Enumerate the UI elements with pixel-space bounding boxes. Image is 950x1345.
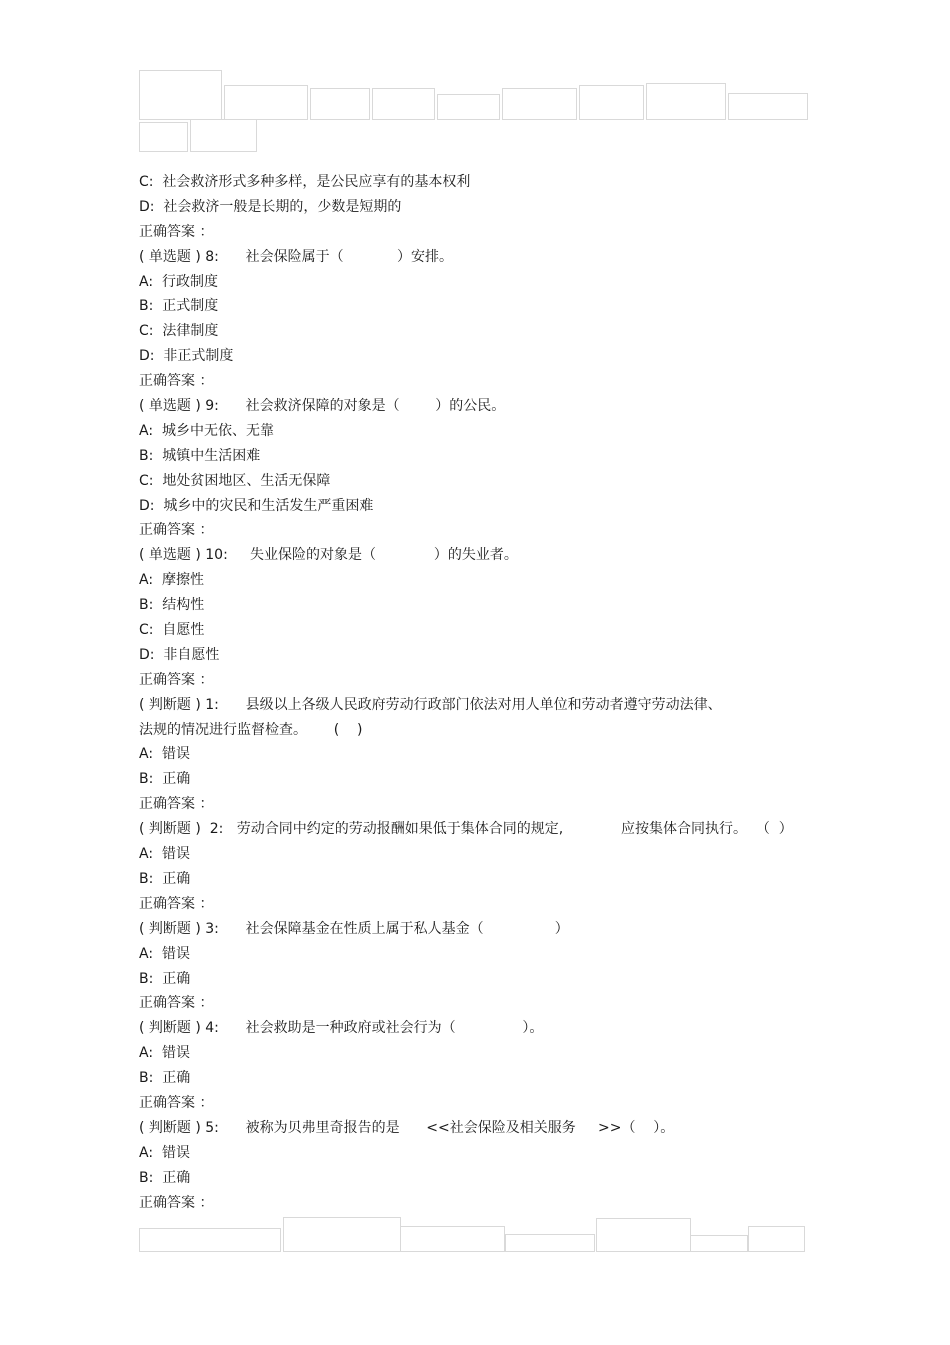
- option-line: B: 正式制度: [139, 298, 219, 315]
- option-line: A: 摩擦性: [139, 572, 204, 589]
- text-line: D: 社会救济一般是长期的，少数是短期的: [139, 198, 402, 215]
- option-line: A: 错误: [139, 746, 190, 763]
- answer-label: 正确答案 ：: [139, 995, 214, 1012]
- header-fragment-box: [310, 88, 370, 120]
- option-line: D: 非自愿性: [139, 646, 220, 663]
- header-fragment-box: [646, 83, 726, 120]
- option-line: D: 城乡中的灾民和生活发生严重困难: [139, 497, 374, 514]
- answer-label: 正确答案 ：: [139, 1094, 214, 1111]
- header-fragment-box: [502, 88, 577, 120]
- footer-fragment-box: [505, 1234, 595, 1252]
- answer-label: 正确答案 ：: [139, 522, 214, 539]
- answer-label: 正确答案 ：: [139, 373, 214, 390]
- question-list: [139, 170, 819, 1215]
- answer-label: 正确答案 ：: [139, 671, 214, 688]
- answer-label: 正确答案 ：: [139, 1194, 214, 1211]
- option-line: A: 城乡中无依、无靠: [139, 422, 274, 439]
- footer-fragment-box: [283, 1217, 401, 1252]
- question-stem: ( 单选题 ) 8: 社会保险属于（ ）安排。: [139, 248, 454, 265]
- question-stem: ( 判断题 ) 4: 社会救助是一种政府或社会行为（ ）。: [139, 1020, 544, 1037]
- header-fragment-box: [139, 122, 188, 152]
- header-fragment-box: [224, 85, 308, 120]
- option-line: C: 法律制度: [139, 323, 219, 340]
- question-stem: ( 判断题 ) 2: 劳动合同中约定的劳动报酬如果低于集体合同的规定, 应按集体合同执行。 （ ）: [139, 821, 793, 838]
- option-line: B: 正确: [139, 771, 191, 788]
- option-line: B: 结构性: [139, 597, 205, 614]
- header-fragment-box: [728, 93, 808, 120]
- option-line: B: 正确: [139, 1070, 191, 1087]
- header-fragment-box: [190, 119, 257, 152]
- header-fragment-box: [437, 94, 500, 120]
- option-line: B: 正确: [139, 970, 191, 987]
- option-line: D: 非正式制度: [139, 348, 234, 365]
- question-stem: ( 单选题 ) 9: 社会救济保障的对象是（ ）的公民。: [139, 398, 506, 415]
- question-stem: ( 判断题 ) 3: 社会保障基金在性质上属于私人基金（ ）: [139, 920, 569, 937]
- footer-fragment-box: [400, 1226, 505, 1252]
- header-fragment-box: [139, 70, 222, 120]
- answer-label: 正确答案 ：: [139, 796, 214, 813]
- footer-fragment-box: [690, 1235, 748, 1252]
- text-line: C: 社会救济形式多种多样，是公民应享有的基本权利: [139, 174, 471, 190]
- footer-fragment-box: [596, 1218, 691, 1252]
- option-line: C: 地处贫困地区、生活无保障: [139, 472, 331, 489]
- question-stem: ( 判断题 ) 5: 被称为贝弗里奇报告的是 <<社会保险及相关服务 >>（ ）。: [139, 1119, 675, 1136]
- header-fragment-box: [372, 88, 435, 120]
- option-line: B: 正确: [139, 870, 191, 887]
- option-line: B: 城镇中生活困难: [139, 447, 261, 464]
- question-stem-continued: 法规的情况进行监督检查。 ( ): [139, 721, 363, 738]
- answer-label: 正确答案 ：: [139, 895, 214, 912]
- header-fragment-box: [579, 85, 644, 120]
- footer-fragment-box: [748, 1226, 805, 1252]
- option-line: A: 错误: [139, 1144, 190, 1161]
- footer-fragment-box: [139, 1228, 281, 1252]
- option-line: A: 行政制度: [139, 273, 218, 290]
- option-line: A: 错误: [139, 846, 190, 863]
- question-stem: ( 单选题 ) 10: 失业保险的对象是（ ）的失业者。: [139, 547, 518, 564]
- option-line: B: 正确: [139, 1169, 191, 1186]
- option-line: A: 错误: [139, 1045, 190, 1062]
- answer-label: 正确答案 ：: [139, 223, 214, 240]
- question-stem: ( 判断题 ) 1: 县级以上各级人民政府劳动行政部门依法对用人单位和劳动者遵守劳动法律、: [139, 696, 722, 713]
- option-line: C: 自愿性: [139, 622, 205, 639]
- option-line: A: 错误: [139, 945, 190, 962]
